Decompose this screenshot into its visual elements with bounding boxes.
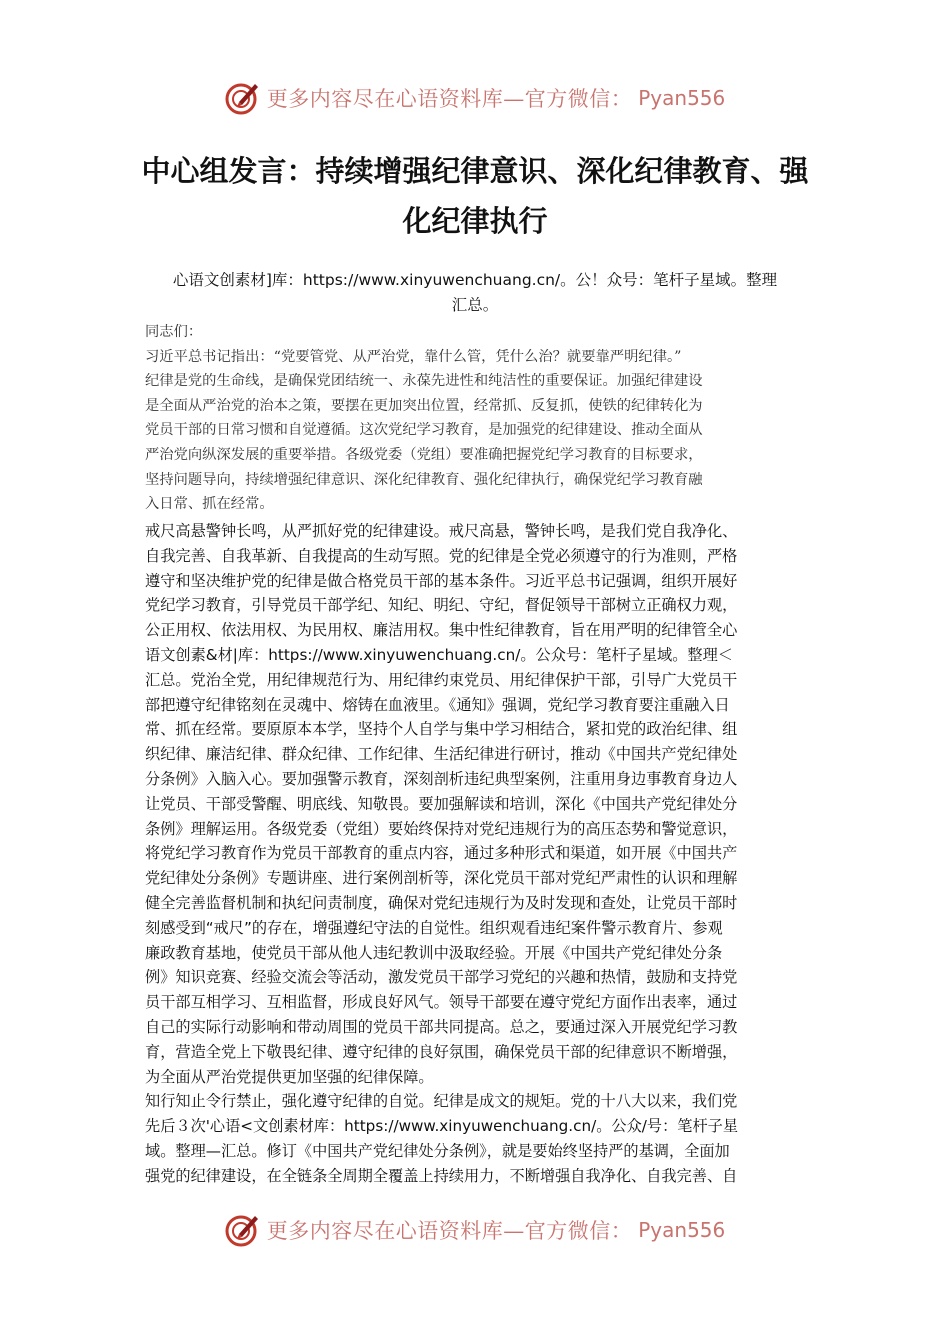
text-line: 条例》理解运用。各级党委（党组）要始终保持对党纪违规行为的高压态势和警觉意识， xyxy=(145,819,738,838)
text-line: 公正用权、依法用权、为民用权、廉洁用权。集中性纪律教育，旨在用严明的纪律管全心 xyxy=(145,621,738,640)
banner-text: 更多内容尽在心语资料库—官方微信： xyxy=(266,1219,633,1243)
text-line: 强党的纪律建设，在全链条全周期全覆盖上持续用力，不断增强自我净化、自我完善、自 xyxy=(145,1166,738,1185)
banner-wechat-id: Pyan556 xyxy=(638,1218,726,1242)
source-note xyxy=(140,268,810,318)
footer-watermark-banner xyxy=(0,1208,950,1252)
text-line: 域。整理—汇总。修订《中国共产党纪律处分条例》，就是要始终坚持严的基调，全面加 xyxy=(145,1141,730,1160)
header-watermark-banner xyxy=(0,76,950,120)
text-line: 汇总。党治全党，用纪律规范行为、用纪律约束党员、用纪律保护干部，引导广大党员干 xyxy=(145,670,738,689)
text-line: 习近平总书记指出：“党要管党、从严治党，靠什么管，凭什么治？就要靠严明纪律。” xyxy=(145,348,682,365)
source-line: 心语文创素材]库：https://www.xinyuwenchuang.cn/。公！众号：笔杆子星域。整理 xyxy=(172,271,778,289)
text-line: 自我完善、自我革新、自我提高的生动写照。党的纪律是全党必须遵守的行为准则，严格 xyxy=(145,546,738,565)
text-line: 坚持问题导向，持续增强纪律意识、深化纪律教育、强化纪律执行，确保党纪学习教育融 xyxy=(145,471,703,488)
text-line: 让党员、干部受警醒、明底线、知敬畏。要加强解读和培训，深化《中国共产党纪律处分 xyxy=(145,794,738,813)
banner-text: 更多内容尽在心语资料库—官方微信： xyxy=(266,87,633,111)
text-line: 遵守和坚决维护党的纪律是做合格党员干部的基本条件。习近平总书记强调，组织开展好 xyxy=(145,571,738,590)
text-line: 纪律是党的生命线，是确保党团结统一、永葆先进性和纯洁性的重要保证。加强纪律建设 xyxy=(145,373,703,390)
text-line: 党纪律处分条例》专题讲座、进行案例剖析等，深化党员干部对党纪严肃性的认识和理解 xyxy=(145,869,738,888)
main-body xyxy=(145,519,815,1189)
text-line: 织纪律、廉洁纪律、群众纪律、工作纪律、生活纪律进行研讨，推动《中国共产党纪律处 xyxy=(145,745,738,764)
text-line: 戒尺高悬警钟长鸣，从严抓好党的纪律建设。戒尺高悬，警钟长鸣，是我们党自我净化、 xyxy=(145,522,738,540)
pen-logo-icon xyxy=(225,1212,261,1248)
text-line: 将党纪学习教育作为党员干部教育的重点内容，通过多种形式和渠道，如开展《中国共产 xyxy=(145,844,738,863)
text-line: 部把遵守纪律铭刻在灵魂中、熔铸在血液里。《通知》强调，党纪学习教育要注重融入日 xyxy=(145,695,730,714)
pen-logo-icon xyxy=(225,80,261,116)
text-line: 廉政教育基地，使党员干部从他人违纪教训中汲取经验。开展《中国共产党纪律处分条 xyxy=(145,943,723,962)
text-line: 为全面从严治党提供更加坚强的纪律保障。 xyxy=(145,1067,434,1086)
text-line: 例》知识竞赛、经验交流会等活动，激发党员干部学习党纪的兴趣和热情，鼓励和支持党 xyxy=(145,968,738,987)
title-line: 化纪律执行 xyxy=(402,204,548,238)
text-line: 严治党向纵深发展的重要举措。各级党委（党组）要准确把握党纪学习教育的目标要求， xyxy=(145,446,703,463)
text-line: 先后３次'心语<文创素材库：https://www.xinyuwenchuang.cn/。公众/号：笔杆子星 xyxy=(145,1117,739,1136)
text-line: 员干部互相学习、互相监督，形成良好风气。领导干部要在遵守党纪方面作出表率，通过 xyxy=(145,993,738,1012)
title-line: 中心组发言：持续增强纪律意识、深化纪律教育、强 xyxy=(141,154,809,188)
text-line: 党纪学习教育，引导党员干部学纪、知纪、明纪、守纪，督促领导干部树立正确权力观， xyxy=(145,596,738,615)
intro-paragraph xyxy=(145,320,815,517)
text-line: 同志们： xyxy=(145,324,203,340)
source-line: 汇总。 xyxy=(451,296,499,314)
text-line: 育，营造全党上下敬畏纪律、遵守纪律的良好氛围，确保党员干部的纪律意识不断增强， xyxy=(145,1042,738,1061)
text-line: 入日常、抓在经常。 xyxy=(145,496,274,513)
banner-wechat-id: Pyan556 xyxy=(638,86,726,110)
text-line: 自己的实际行动影响和带动周围的党员干部共同提高。总之，要通过深入开展党纪学习教 xyxy=(145,1017,738,1036)
text-line: 分条例》入脑入心。要加强警示教育，深刻剖析违纪典型案例，注重用身边事教育身边人 xyxy=(145,769,738,788)
text-line: 语文创素&材|库：https://www.xinyuwenchuang.cn/。公众号：笔杆子星域。整理＜ xyxy=(145,645,733,664)
text-line: 知行知止令行禁止，强化遵守纪律的自觉。纪律是成文的规矩。党的十八大以来，我们党 xyxy=(145,1092,738,1111)
text-line: 刻感受到“戒尺”的存在，增强遵纪守法的自觉性。组织观看违纪案件警示教育片、参观 xyxy=(145,918,723,937)
document-title xyxy=(140,146,810,246)
text-line: 常、抓在经常。要原原本本学，坚持个人自学与集中学习相结合，紧扣党的政治纪律、组 xyxy=(145,720,738,739)
text-line: 是全面从严治党的治本之策，要摆在更加突出位置，经常抓、反复抓，使铁的纪律转化为 xyxy=(145,397,703,414)
text-line: 健全完善监督机制和执纪问责制度，确保对党纪违规行为及时发现和查处，让党员干部时 xyxy=(145,893,738,912)
text-line: 党员干部的日常习惯和自觉遵循。这次党纪学习教育，是加强党的纪律建设、推动全面从 xyxy=(145,422,703,439)
